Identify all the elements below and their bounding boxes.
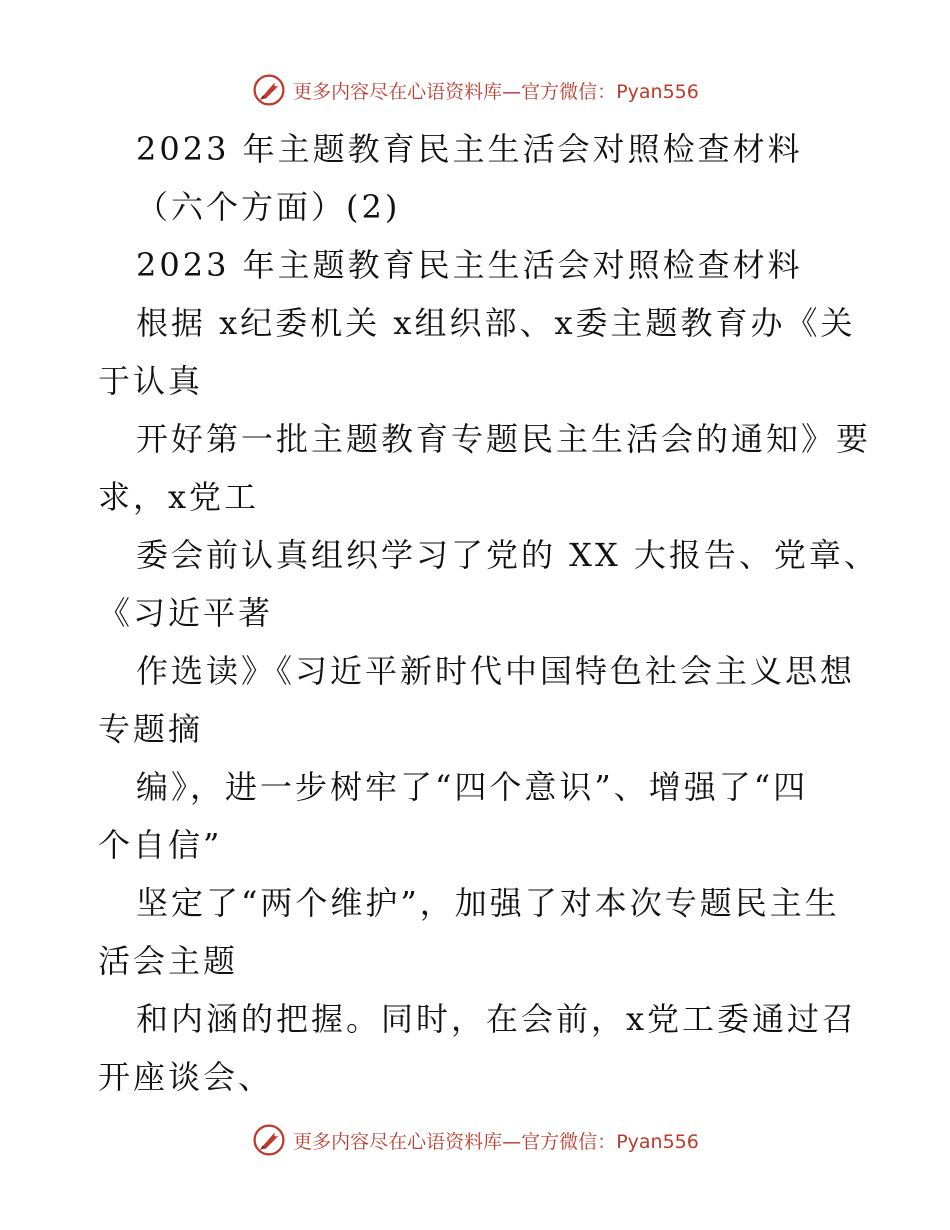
- paragraph-line: 坚定了“两个维护”，加强了对本次专题民主生: [136, 884, 840, 922]
- banner-text: 更多内容尽在心语资料库—官方微信：Pyan556: [293, 1130, 699, 1153]
- document-heading: 2023 年主题教育民主生活会对照检查材料: [136, 246, 803, 284]
- paragraph-line: 开座谈会、: [98, 1058, 274, 1096]
- paragraph-line: 根据 x纪委机关 x组织部、x委主题教育办《关: [136, 304, 856, 342]
- document-title: 2023 年主题教育民主生活会对照检查材料: [136, 130, 803, 168]
- header-banner: [0, 70, 950, 110]
- paragraph-line: 求，x党工: [98, 478, 260, 516]
- paragraph-line: 委会前认真组织学习了党的 XX 大报告、党章、: [136, 536, 879, 574]
- banner-text: 更多内容尽在心语资料库—官方微信：Pyan556: [293, 80, 699, 103]
- paragraph-line: 和内涵的把握。同时，在会前，x党工委通过召: [136, 1000, 858, 1038]
- footer-banner: [0, 1120, 950, 1160]
- banner-content: [251, 1122, 699, 1158]
- banner-content: [251, 72, 699, 108]
- paragraph-line: 开好第一批主题教育专题民主生活会的通知》要: [136, 420, 872, 458]
- paragraph-line: 个自信”: [98, 826, 223, 864]
- document-body: [98, 120, 879, 1106]
- paragraph-line: 编》，进一步树牢了“四个意识”、增强了“四: [136, 768, 809, 806]
- paragraph-line: 于认真: [98, 362, 204, 400]
- paragraph-line: 作选读》《习近平新时代中国特色社会主义思想: [136, 652, 856, 690]
- paragraph-line: 《习近平著: [98, 594, 274, 632]
- paragraph-line: 专题摘: [98, 710, 204, 748]
- pen-logo-icon: [251, 1122, 287, 1158]
- pen-logo-icon: [251, 72, 287, 108]
- paragraph-line: 活会主题: [98, 942, 239, 980]
- document-subtitle: （六个方面）(2): [136, 188, 401, 226]
